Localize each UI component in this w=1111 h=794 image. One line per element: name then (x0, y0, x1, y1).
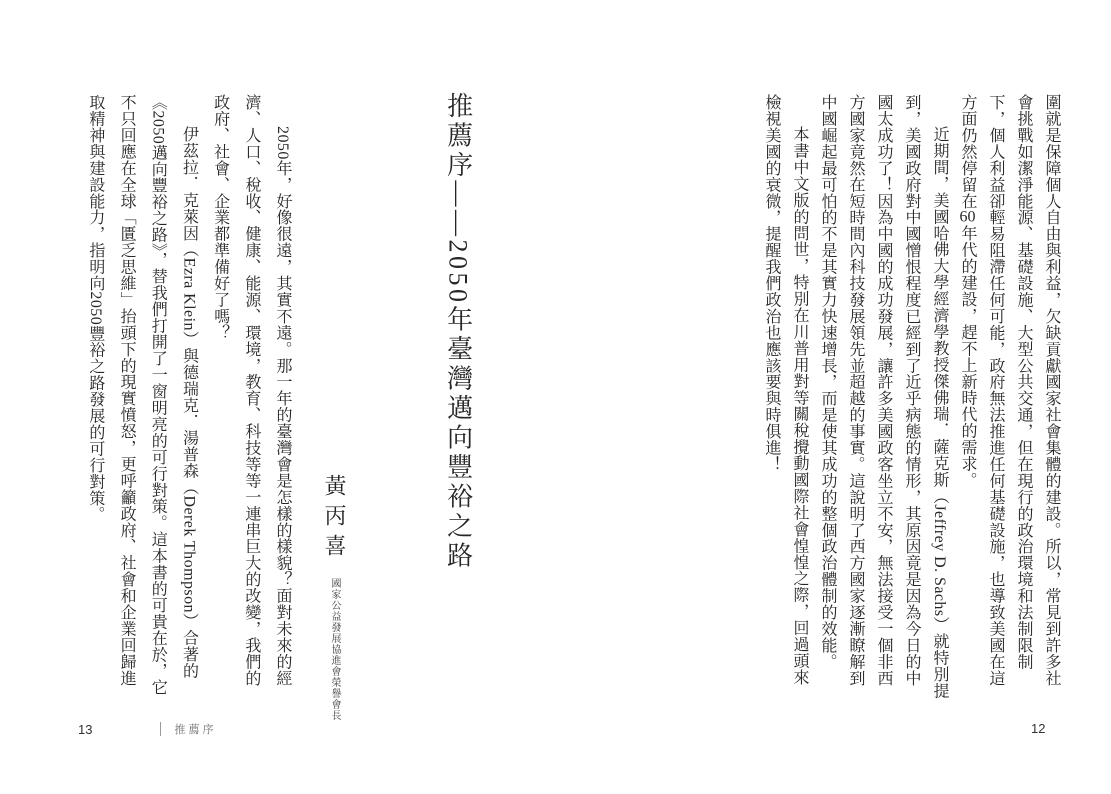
footer-section-label: 推薦序 (174, 724, 217, 736)
page-number-right: 12 (1031, 721, 1046, 736)
chapter-title: 推薦序——2050年臺灣邁向豐裕之路 (443, 92, 473, 571)
author-name: 黃丙喜 (322, 474, 347, 564)
right-page-text (757, 94, 1065, 700)
footer-left (78, 721, 216, 737)
paragraph-continuation: 圍就是保障個人自由與利益，欠缺貢獻國家社會集體的建設。所以，常見到許多社會挑戰如潔淨能源、基礎設施、大型公共交通，但在現行的政治環境和法制限制下，個人利益卻輕易阻滯任何可能，政府無法推進任何基礎設施，也導致美國在這方面仍然停留在60年代的建設，趕不上新時代的需求。 (959, 94, 1060, 687)
author-affiliation: 國家公益發展協進會榮譽會長 (329, 578, 340, 721)
left-page-text (76, 94, 298, 700)
author-block (323, 474, 345, 754)
footer-divider (160, 722, 161, 736)
paragraph: 伊茲拉．克萊因（Ezra Klein）與德瑞克．湯普森（Derek Thompson）合著的《2050邁向豐裕之路》，替我們打開了一窗明亮的可行對策。這本書的可貴在於，它不只回應在全球「匱乏思維」抬頭下的現實憤怒，更呼籲政府、社會和企業回歸進取精神與建設能力，指明向2050豐裕之路發展的可行對策。 (86, 94, 198, 696)
paragraph: 近期間，美國哈佛大學經濟學教授傑佛瑞．薩克斯（Jeffrey D. Sachs）就特別提到，美國政府對中國憎恨程度已經到了近乎病態的情形，其原因竟是因為今日的中國太成功了！因為中國的成功發展，讓許多美國政客坐立不安，無法接受一個非西方國家竟然在短時間內科技發展領先並超越的事實。這說明了西方國家逐漸瞭解到中國崛起最可怕的不是其實力快速增長，而是使其成功的整個政治體制的效能。 (819, 94, 948, 699)
page-number-left: 13 (78, 721, 93, 737)
paragraph: 本書中文版的問世，特別在川普用對等關稅攪動國際社會惶惶之際，回過頭來檢視美國的衰微，提醒我們政治也應該要與時俱進！ (763, 94, 808, 686)
paragraph: 2050年，好像很遠，其實不遠。那一年的臺灣會是怎樣的樣貌？面對未來的經濟、人口、稅收、健康、能源、環境，教育、科技等等一連串巨大的改變，我們的政府、社會、企業都準備好了嗎？ (211, 94, 291, 687)
